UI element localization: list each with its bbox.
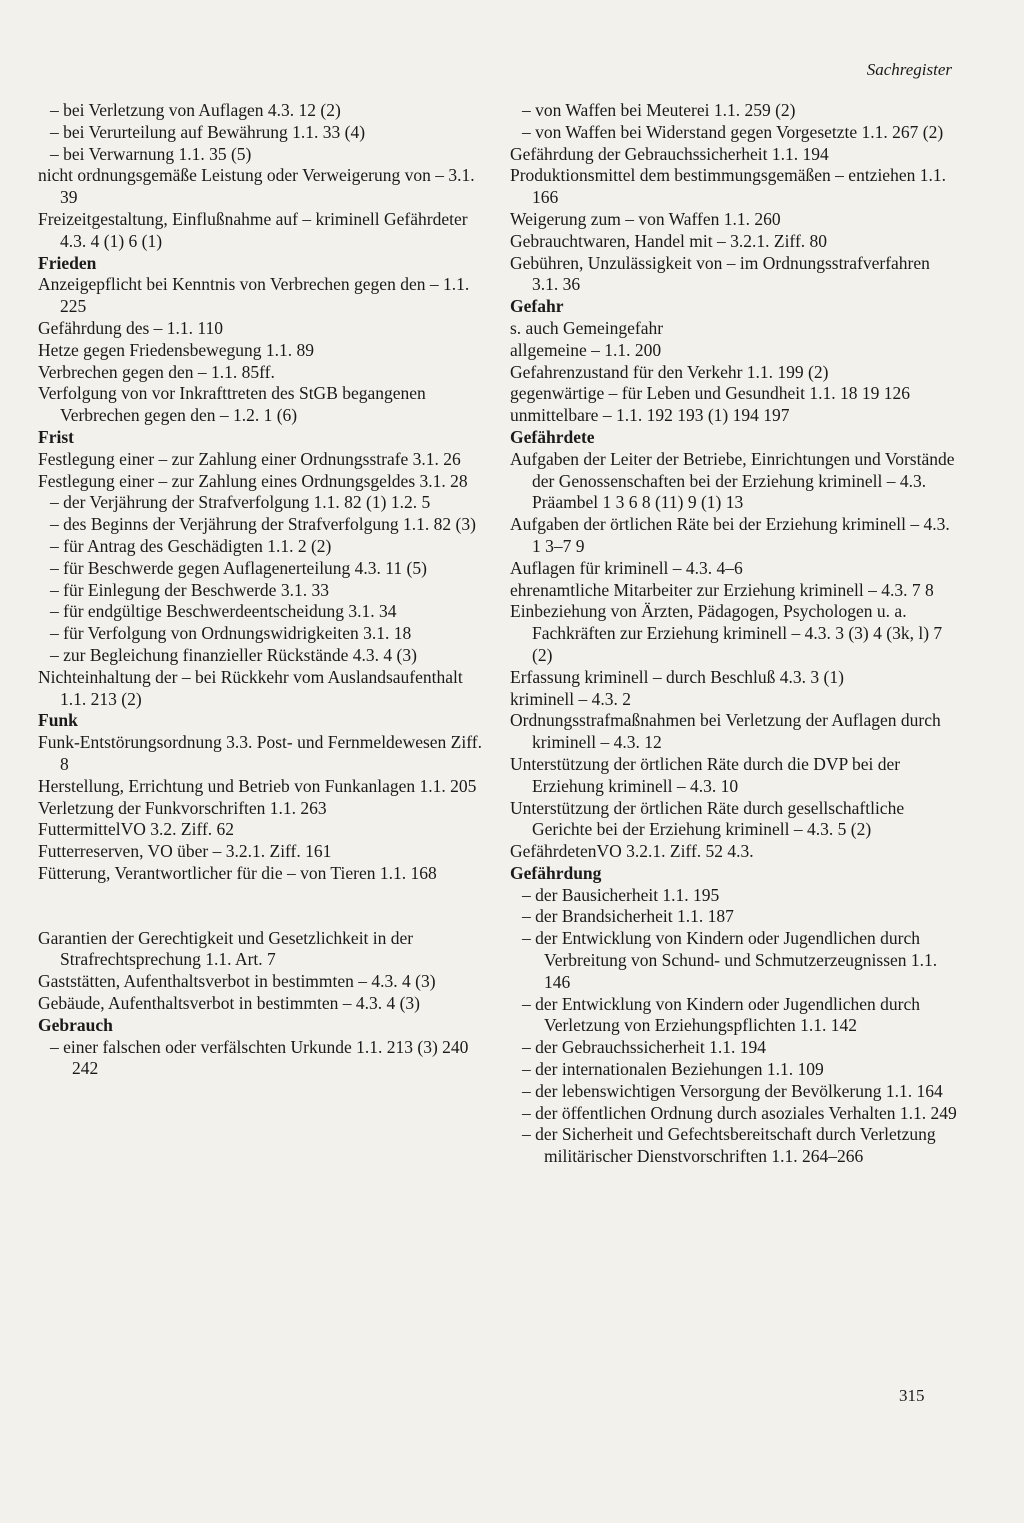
page-number: 315 bbox=[899, 1386, 925, 1405]
index-entry: s. auch Gemeingefahr bbox=[510, 317, 664, 338]
index-entry: – der Verjährung der Strafverfolgung 1.1. 82 (1) 1.2. 5 bbox=[50, 492, 431, 513]
index-entry: allgemeine – 1.1. 200 bbox=[510, 339, 662, 360]
index-entry: – zur Begleichung finanzieller Rückstände 4.3. 4 (3) bbox=[50, 644, 417, 665]
index-entry: – der Gebrauchssicherheit 1.1. 194 bbox=[522, 1037, 766, 1058]
index-entry: nicht ordnungsgemäße Leistung oder Verweigerung von – 3.1. 39 bbox=[38, 165, 475, 208]
index-entry: Festlegung einer – zur Zahlung eines Ordnungsgeldes 3.1. 28 bbox=[38, 470, 468, 491]
index-heading: Gefährdete bbox=[510, 426, 595, 447]
index-entry: – einer falschen oder verfälschten Urkunde 1.1. 213 (3) 240 242 bbox=[50, 1036, 469, 1079]
index-entry: – für Einlegung der Beschwerde 3.1. 33 bbox=[50, 579, 329, 600]
index-entry: Verfolgung von vor Inkrafttreten des StGB begangenen Verbrechen gegen den – 1.2. 1 (6) bbox=[38, 383, 426, 426]
index-entry: Gefahrenzustand für den Verkehr 1.1. 199 (2) bbox=[510, 361, 829, 382]
index-entry: – der öffentlichen Ordnung durch asoziales Verhalten 1.1. 249 bbox=[522, 1102, 957, 1123]
index-entry: Aufgaben der örtlichen Räte bei der Erziehung kriminell – 4.3. 1 3–7 9 bbox=[510, 514, 950, 556]
index-entry: Gebrauchtwaren, Handel mit – 3.2.1. Ziff. 80 bbox=[510, 230, 828, 251]
index-entry: – von Waffen bei Meuterei 1.1. 259 (2) bbox=[522, 100, 796, 120]
index-entry: – der Sicherheit und Gefechtsbereitschaft durch Verletzung militärischer Dienstvorschriften 1.1. 264–266 bbox=[522, 1124, 936, 1167]
index-entry: Produktionsmittel dem bestimmungsgemäßen – entziehen 1.1. 166 bbox=[510, 165, 946, 208]
index-entry: Gefährdung der Gebrauchssicherheit 1.1. 194 bbox=[510, 143, 829, 164]
index-entry: Unterstützung der örtlichen Räte durch die DVP bei der Erziehung kriminell – 4.3. 10 bbox=[510, 753, 901, 796]
index-entry: ehrenamtliche Mitarbeiter zur Erziehung kriminell – 4.3. 7 8 bbox=[510, 579, 934, 600]
index-entry: – von Waffen bei Widerstand gegen Vorgesetzte 1.1. 267 (2) bbox=[522, 121, 944, 142]
index-entry: – der Entwicklung von Kindern oder Jugendlichen durch Verbreitung von Schund- und Schmutzerzeugnissen 1.1. 146 bbox=[522, 928, 938, 992]
index-entry: Nichteinhaltung der – bei Rückkehr vom Auslandsaufenthalt 1.1. 213 (2) bbox=[38, 666, 463, 709]
index-heading: Frist bbox=[38, 426, 74, 447]
index-entry: gegenwärtige – für Leben und Gesundheit 1.1. 18 19 126 bbox=[510, 383, 910, 404]
index-heading: Gefahr bbox=[510, 296, 564, 317]
index-column-right bbox=[510, 100, 960, 1168]
index-column-left bbox=[38, 100, 488, 1080]
index-heading: Funk bbox=[38, 710, 78, 731]
index-entry: – der Entwicklung von Kindern oder Jugendlichen durch Verletzung von Erziehungspflichten 1.1. 142 bbox=[522, 993, 921, 1036]
index-entry: Weigerung zum – von Waffen 1.1. 260 bbox=[510, 208, 781, 229]
index-entry: – der Bausicherheit 1.1. 195 bbox=[522, 884, 720, 905]
index-entry: – bei Verurteilung auf Bewährung 1.1. 33 (4) bbox=[50, 121, 366, 142]
index-gap bbox=[38, 885, 488, 928]
index-entry: Futterreserven, VO über – 3.2.1. Ziff. 161 bbox=[38, 841, 332, 862]
index-entry: Ordnungsstrafmaßnahmen bei Verletzung der Auflagen durch kriminell – 4.3. 12 bbox=[510, 710, 941, 753]
index-entry: Verbrechen gegen den – 1.1. 85ff. bbox=[38, 361, 275, 382]
index-heading: Gebrauch bbox=[38, 1014, 113, 1035]
index-entry: Gebühren, Unzulässigkeit von – im Ordnungsstrafverfahren 3.1. 36 bbox=[510, 252, 930, 295]
index-entry: Gebäude, Aufenthaltsverbot in bestimmten – 4.3. 4 (3) bbox=[38, 993, 421, 1014]
index-entry: Fütterung, Verantwortlicher für die – von Tieren 1.1. 168 bbox=[38, 862, 437, 883]
index-entry: unmittelbare – 1.1. 192 193 (1) 194 197 bbox=[510, 405, 790, 426]
index-entry: kriminell – 4.3. 2 bbox=[510, 688, 632, 709]
index-entry: Auflagen für kriminell – 4.3. 4–6 bbox=[510, 557, 743, 578]
index-entry: Gefährdung des – 1.1. 110 bbox=[38, 317, 224, 338]
index-entry: Anzeigepflicht bei Kenntnis von Verbrechen gegen den – 1.1. 225 bbox=[38, 274, 470, 317]
index-entry: – der lebenswichtigen Versorgung der Bevölkerung 1.1. 164 bbox=[522, 1080, 943, 1101]
index-entry: Unterstützung der örtlichen Räte durch gesellschaftliche Gerichte bei der Erziehung kriminell – 4.3. 5 (2) bbox=[510, 797, 905, 840]
index-entry: – der internationalen Beziehungen 1.1. 109 bbox=[522, 1059, 824, 1080]
index-entry: – des Beginns der Verjährung der Strafverfolgung 1.1. 82 (3) bbox=[50, 514, 476, 535]
page-header: Sachregister bbox=[866, 60, 952, 79]
index-entry: – für Beschwerde gegen Auflagenerteilung 4.3. 11 (5) bbox=[50, 557, 427, 578]
index-entry: Herstellung, Errichtung und Betrieb von Funkanlagen 1.1. 205 bbox=[38, 775, 477, 796]
index-entry: – für endgültige Beschwerdeentscheidung 3.1. 34 bbox=[50, 601, 397, 622]
index-entry: Verletzung der Funkvorschriften 1.1. 263 bbox=[38, 797, 327, 818]
index-entry: Aufgaben der Leiter der Betriebe, Einrichtungen und Vorstände der Genossenschaften bei der Erziehung kriminell – 4.3. Präambel 1 3 6 8 (11) 9 (1) 13 bbox=[510, 448, 955, 513]
index-entry: – bei Verletzung von Auflagen 4.3. 12 (2) bbox=[50, 100, 341, 120]
index-entry: Einbeziehung von Ärzten, Pädagogen, Psychologen u. a. Fachkräften zur Erziehung kriminell – 4.3. 3 (3) 4 (3k, l) 7 (2) bbox=[510, 601, 943, 665]
index-heading: Frieden bbox=[38, 252, 97, 273]
index-entry: GefährdetenVO 3.2.1. Ziff. 52 4.3. bbox=[510, 841, 754, 862]
index-entry: Garantien der Gerechtigkeit und Gesetzlichkeit in der Strafrechtsprechung 1.1. Art. 7 bbox=[38, 927, 414, 970]
index-heading: Gefährdung bbox=[510, 862, 602, 883]
index-entry: Gaststätten, Aufenthaltsverbot in bestimmten – 4.3. 4 (3) bbox=[38, 971, 436, 992]
index-entry: Erfassung kriminell – durch Beschluß 4.3. 3 (1) bbox=[510, 666, 844, 687]
index-entry: FuttermittelVO 3.2. Ziff. 62 bbox=[38, 819, 235, 840]
index-entry: Festlegung einer – zur Zahlung einer Ordnungsstrafe 3.1. 26 bbox=[38, 448, 461, 469]
index-entry: Hetze gegen Friedensbewegung 1.1. 89 bbox=[38, 339, 315, 360]
index-entry: – für Verfolgung von Ordnungswidrigkeiten 3.1. 18 bbox=[50, 623, 412, 644]
index-entry: Funk-Entstörungsordnung 3.3. Post- und Fernmeldewesen Ziff. 8 bbox=[38, 732, 482, 774]
index-entry: – für Antrag des Geschädigten 1.1. 2 (2) bbox=[50, 535, 332, 556]
index-entry: – bei Verwarnung 1.1. 35 (5) bbox=[50, 143, 252, 164]
index-entry: – der Brandsicherheit 1.1. 187 bbox=[522, 906, 734, 927]
index-entry: Freizeitgestaltung, Einflußnahme auf – kriminell Gefährdeter 4.3. 4 (1) 6 (1) bbox=[38, 208, 468, 251]
